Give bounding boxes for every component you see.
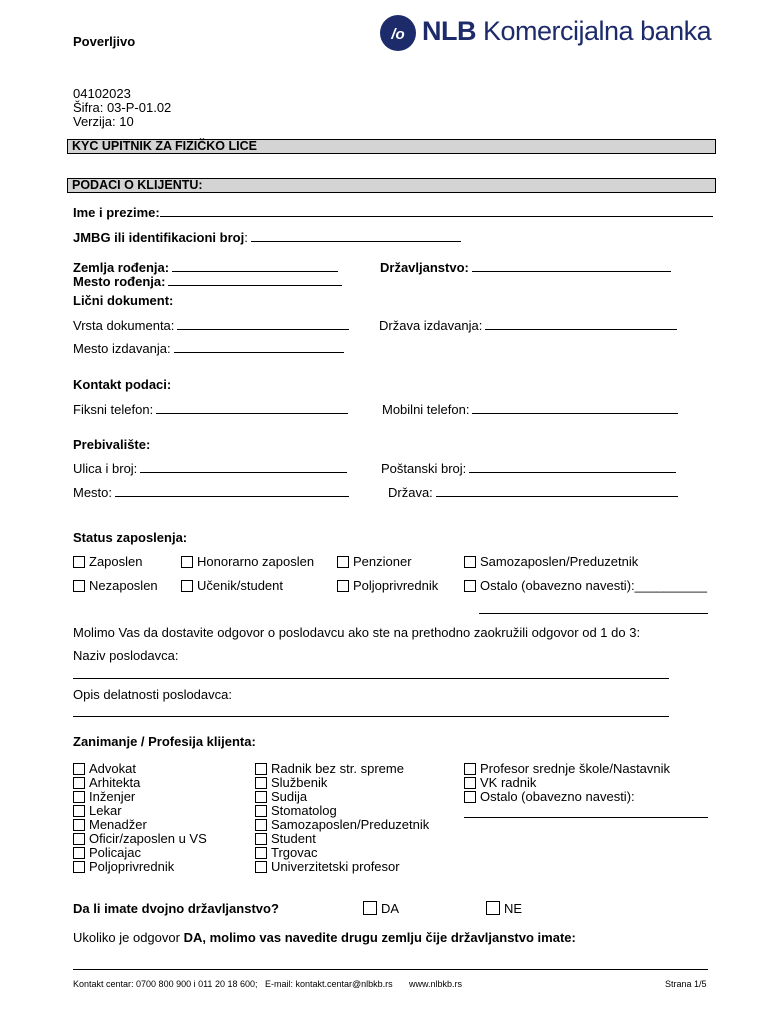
footer-email: E-mail: kontakt.centar@nlbkb.rs xyxy=(265,979,393,989)
checkbox[interactable] xyxy=(73,777,85,789)
full-name-field[interactable] xyxy=(73,204,713,220)
checkbox[interactable] xyxy=(255,861,267,873)
checkbox[interactable] xyxy=(464,556,476,568)
country-field[interactable] xyxy=(388,484,678,500)
checkbox[interactable] xyxy=(73,805,85,817)
employment-option-self-employed[interactable]: Samozaposlen/Preduzetnik xyxy=(464,554,638,569)
checkbox[interactable] xyxy=(464,777,476,789)
occupation-option[interactable]: Radnik bez str. spreme xyxy=(255,761,404,776)
birth-place-field[interactable] xyxy=(73,273,342,289)
occupation-heading: Zanimanje / Profesija klijenta: xyxy=(73,734,256,749)
footer-website: www.nlbkb.rs xyxy=(409,979,463,989)
issuing-place-field[interactable] xyxy=(73,340,344,356)
city-label: Mesto: xyxy=(73,485,113,500)
client-section-header: PODACI O KLIJENTU: xyxy=(67,178,716,193)
doc-date: 04102023 xyxy=(73,86,131,101)
checkbox[interactable] xyxy=(363,901,377,915)
doc-type-label: Vrsta dokumenta: xyxy=(73,318,175,333)
city-field[interactable] xyxy=(73,484,349,500)
occupation-option[interactable]: Stomatolog xyxy=(255,803,337,818)
occupation-option[interactable]: Trgovac xyxy=(255,845,317,860)
occupation-option[interactable]: Poljoprivrednik xyxy=(73,859,174,874)
occupation-option[interactable]: Student xyxy=(255,831,316,846)
checkbox[interactable] xyxy=(464,580,476,592)
occupation-option[interactable]: Oficir/zaposlen u VS xyxy=(73,831,207,846)
citizenship-label: Državljanstvo: xyxy=(380,260,469,275)
nlb-logo-icon xyxy=(380,15,416,51)
occupation-option[interactable]: VK radnik xyxy=(464,775,536,790)
bank-name: NLB Komercijalna banka xyxy=(422,16,712,46)
confidential-label: Poverljivo xyxy=(73,34,136,49)
employment-option-part-time[interactable]: Honorarno zaposlen xyxy=(181,554,314,569)
occupation-option[interactable]: Profesor srednje škole/Nastavnik xyxy=(464,761,670,776)
landline-field[interactable] xyxy=(73,401,348,417)
checkbox[interactable] xyxy=(255,805,267,817)
mobile-label: Mobilni telefon: xyxy=(382,402,470,417)
employment-heading: Status zaposlenja: xyxy=(73,530,188,545)
employment-option-student[interactable]: Učenik/student xyxy=(181,578,283,593)
checkbox[interactable] xyxy=(73,819,85,831)
checkbox[interactable] xyxy=(181,580,193,592)
mobile-field[interactable] xyxy=(382,401,678,417)
dual-citizenship-yes[interactable]: DA xyxy=(363,901,399,916)
checkbox[interactable] xyxy=(255,847,267,859)
residence-heading: Prebivalište: xyxy=(73,437,151,452)
employer-name-label: Naziv poslodavca: xyxy=(73,648,179,663)
checkbox[interactable] xyxy=(73,847,85,859)
occupation-other-line[interactable] xyxy=(464,817,708,818)
footer-page-number: Strana 1/5 xyxy=(665,979,707,989)
employment-option-retired[interactable]: Penzioner xyxy=(337,554,412,569)
employment-option-other[interactable]: Ostalo (obavezno navesti):__________ xyxy=(464,578,707,593)
occupation-option[interactable]: Menadžer xyxy=(73,817,147,832)
occupation-option[interactable]: Ostalo (obavezno navesti): xyxy=(464,789,635,804)
postal-code-field[interactable] xyxy=(381,460,676,476)
birth-place-label: Mesto rođenja: xyxy=(73,274,166,289)
occupation-option[interactable]: Arhitekta xyxy=(73,775,140,790)
form-title-bar: KYC UPITNIK ZA FIZIČKO LICE xyxy=(67,139,716,154)
full-name-label: Ime i prezime: xyxy=(73,205,160,220)
citizenship-field[interactable] xyxy=(380,259,671,275)
footer-contact: Kontakt centar: 0700 800 900 i 011 20 18 600; xyxy=(73,979,258,989)
id-number-label: JMBG ili identifikacioni broj xyxy=(73,230,245,245)
checkbox[interactable] xyxy=(73,763,85,775)
issuing-country-label: Država izdavanja: xyxy=(379,318,483,333)
employment-option-employed[interactable]: Zaposlen xyxy=(73,554,142,569)
second-citizenship-prompt: Ukoliko je odgovor DA, molimo vas navedite drugu zemlju čije državljanstvo imate: xyxy=(73,930,576,945)
street-field[interactable] xyxy=(73,460,347,476)
employer-request-text: Molimo Vas da dostavite odgovor o poslodavcu ako ste na prethodno zaokružili odgovor od 1 do 3: xyxy=(73,625,641,640)
contact-heading: Kontakt podaci: xyxy=(73,377,172,392)
landline-label: Fiksni telefon: xyxy=(73,402,154,417)
dual-citizenship-no[interactable]: NE xyxy=(486,901,522,916)
id-number-field[interactable]: JMBG ili identifikacioni broj: xyxy=(73,229,461,245)
checkbox[interactable] xyxy=(486,901,500,915)
id-document-heading: Lični dokument: xyxy=(73,293,174,308)
occupation-option[interactable]: Univerzitetski profesor xyxy=(255,859,400,874)
employment-other-line[interactable] xyxy=(479,613,708,614)
occupation-option[interactable]: Samozaposlen/Preduzetnik xyxy=(255,817,429,832)
checkbox[interactable] xyxy=(255,777,267,789)
checkbox[interactable] xyxy=(255,791,267,803)
doc-type-field[interactable] xyxy=(73,317,349,333)
occupation-option[interactable]: Policajac xyxy=(73,845,141,860)
checkbox[interactable] xyxy=(337,556,349,568)
occupation-option[interactable]: Službenik xyxy=(255,775,327,790)
street-label: Ulica i broj: xyxy=(73,461,138,476)
country-label: Država: xyxy=(388,485,433,500)
occupation-option[interactable]: Advokat xyxy=(73,761,136,776)
checkbox[interactable] xyxy=(181,556,193,568)
checkbox[interactable] xyxy=(73,833,85,845)
occupation-option[interactable]: Lekar xyxy=(73,803,122,818)
occupation-option[interactable]: Inženjer xyxy=(73,789,135,804)
checkbox[interactable] xyxy=(337,580,349,592)
checkbox[interactable] xyxy=(73,791,85,803)
checkbox[interactable] xyxy=(255,833,267,845)
occupation-option[interactable]: Sudija xyxy=(255,789,307,804)
checkbox[interactable] xyxy=(73,580,85,592)
checkbox[interactable] xyxy=(73,556,85,568)
employment-option-farmer[interactable]: Poljoprivrednik xyxy=(337,578,438,593)
second-citizenship-line[interactable] xyxy=(73,969,708,970)
employer-activity-label: Opis delatnosti poslodavca: xyxy=(73,687,232,702)
checkbox[interactable] xyxy=(255,763,267,775)
birth-country-label: Zemlja rođenja: xyxy=(73,260,170,275)
employer-activity-line[interactable] xyxy=(73,716,669,717)
issuing-country-field[interactable] xyxy=(379,317,677,333)
issuing-place-label: Mesto izdavanja: xyxy=(73,341,171,356)
checkbox[interactable] xyxy=(73,861,85,873)
dual-citizenship-question: Da li imate dvojno državljanstvo? xyxy=(73,901,279,916)
doc-code: Šifra: 03-P-01.02 xyxy=(73,100,172,115)
checkbox[interactable] xyxy=(464,791,476,803)
checkbox[interactable] xyxy=(255,819,267,831)
doc-version: Verzija: 10 xyxy=(73,114,134,129)
checkbox[interactable] xyxy=(464,763,476,775)
postal-label: Poštanski broj: xyxy=(381,461,467,476)
svg-text:/o: /o xyxy=(391,26,405,43)
employer-name-line[interactable] xyxy=(73,678,669,679)
employment-option-unemployed[interactable]: Nezaposlen xyxy=(73,578,158,593)
